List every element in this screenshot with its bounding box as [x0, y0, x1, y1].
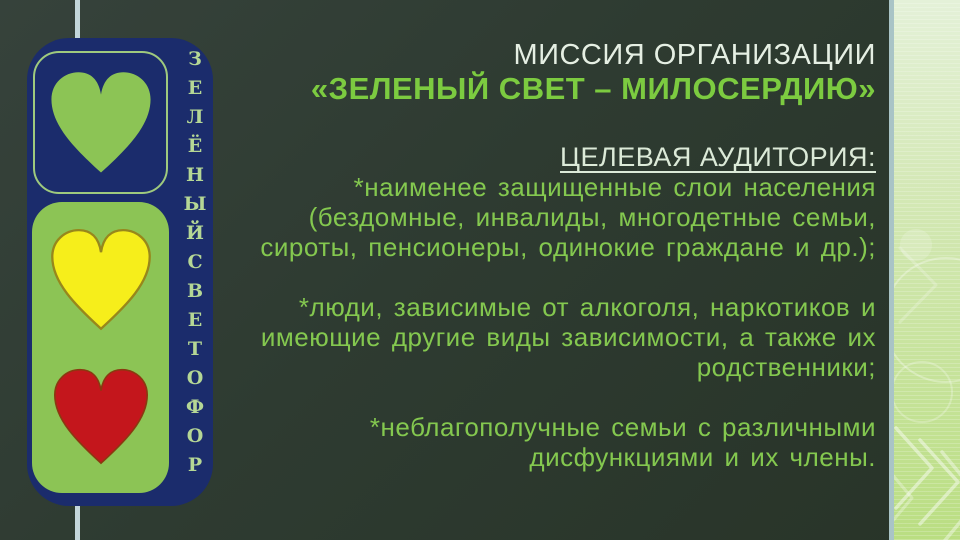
chevron-decoration: [894, 0, 960, 540]
slide-text-block: [240, 38, 876, 472]
audience-paragraph-2: [240, 292, 876, 382]
yellow-heart-icon: [43, 217, 159, 343]
paragraph-line: *люди, зависимые от алкоголя, наркотиков и: [298, 292, 876, 322]
vertical-label-word1: ЗЕЛЁНЫЙ: [184, 48, 206, 251]
title-spacer: [240, 106, 876, 142]
paragraph-line: сироты, пенсионеры, одинокие граждане и др.);: [260, 232, 876, 262]
slide-title-line2: «ЗЕЛЕНЫЙ СВЕТ – МИЛОСЕРДИЮ»: [310, 71, 876, 106]
pole-line-bottom: [75, 506, 80, 540]
green-heart-icon: [42, 59, 160, 187]
red-heart-icon: [46, 355, 156, 479]
traffic-light-lower-panel: [32, 202, 169, 493]
audience-paragraph-1: [240, 172, 876, 262]
traffic-light-top-cell: [33, 51, 168, 194]
audience-heading: ЦЕЛЕВАЯ АУДИТОРИЯ:: [560, 142, 876, 172]
paragraph-line: родственники;: [696, 352, 876, 382]
paragraph-line: дисфункциями и их члены.: [529, 442, 876, 472]
vertical-label: [181, 48, 209, 483]
slide-title-line1: МИССИЯ ОРГАНИЗАЦИИ: [513, 39, 876, 71]
paragraph-line: *неблагополучные семьи с различными: [369, 412, 876, 442]
paragraph-line: *наименее защищенные слои населения: [353, 172, 876, 202]
paragraph-line: имеющие другие виды зависимости, а также их: [260, 322, 876, 352]
traffic-light-logo: [27, 38, 213, 506]
decorative-strip: [894, 0, 960, 540]
audience-paragraph-3: [240, 412, 876, 472]
vertical-label-word2: СВЕТОФОР: [184, 251, 206, 483]
pole-line-top: [75, 0, 80, 40]
paragraph-line: (бездомные, инвалиды, многодетные семьи,: [308, 202, 876, 232]
audience-heading-row: [240, 142, 876, 172]
